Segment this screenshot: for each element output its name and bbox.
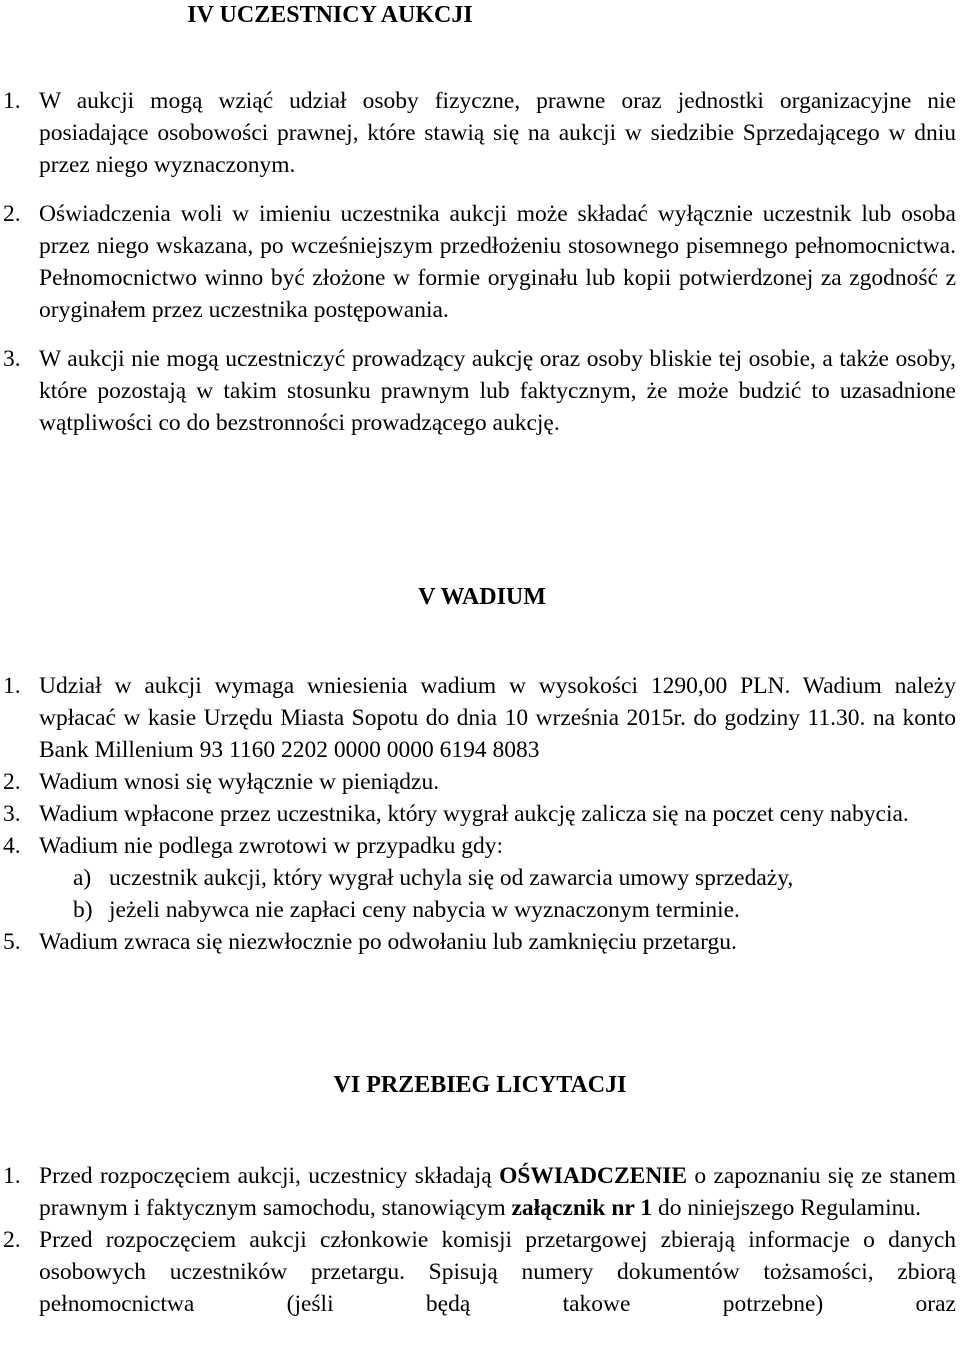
item-number: 2. bbox=[3, 201, 21, 227]
item-text-part: Przed rozpoczęciem aukcji, uczestnicy składają bbox=[39, 1163, 500, 1189]
item-text: W aukcji nie mogą uczestniczyć prowadzący aukcję oraz osoby bliskie tej osobie, a także osoby, które pozostają w takim stosunku prawnym lub faktycznym, że może budzić to uzasadnione wątpliwości co do bezstronności prowadzącego aukcję. bbox=[39, 346, 956, 436]
item-number: 1. bbox=[3, 673, 21, 699]
item-text-part: do niniejszego Regulaminu. bbox=[652, 1195, 921, 1221]
item-text: W aukcji mogą wziąć udział osoby fizyczne, prawne oraz jednostki organizacyjne nie posiadające osobowości prawnej, które stawią się na aukcji w siedzibie Sprzedającego w dniu przez niego wyznaczonym. bbox=[39, 88, 956, 178]
section-heading-auction-course: VI PRZEBIEG LICYTACJI bbox=[333, 1072, 627, 1098]
item-number: 1. bbox=[3, 88, 21, 114]
item-text: Przed rozpoczęciem aukcji członkowie komisji przetargowej zbierają informacje o danych osobowych uczestników przetargu. Spisują numery dokumentów tożsamości, zbiorą pełnomocnictwa (jeśli będą takowe potrzebne) oraz bbox=[39, 1227, 956, 1317]
item-text-part: o zapoznaniu się ze stanem prawnym i faktycznym samochodu, stanowiącym bbox=[39, 1163, 957, 1221]
item-number: 5. bbox=[3, 929, 21, 955]
item-number: 4. bbox=[3, 833, 21, 859]
list-item bbox=[0, 198, 960, 326]
item-text: Oświadczenia woli w imieniu uczestnika aukcji może składać wyłącznie uczestnik lub osoba przez niego wskazana, po wcześniejszym przedłożeniu stosownego pisemnego pełnomocnictwa. Pełnomocnictwo winno być złożone w formie oryginału lub kopii potwierdzonej za zgodność z oryginałem przez uczestnika postępowania. bbox=[39, 201, 956, 323]
auction-course-list bbox=[0, 1160, 960, 1320]
item-number: 2. bbox=[3, 769, 21, 795]
item-text: Wadium nie podlega zwrotowi w przypadku gdy: bbox=[39, 833, 504, 859]
sub-list-item bbox=[0, 894, 960, 926]
item-text: Wadium wpłacone przez uczestnika, który wygrał aukcję zalicza się na poczet ceny nabycia. bbox=[39, 801, 909, 827]
item-text: Wadium wnosi się wyłącznie w pieniądzu. bbox=[39, 769, 440, 795]
sub-item-text: uczestnik aukcji, który wygrał uchyla się od zawarcia umowy sprzedaży, bbox=[109, 865, 794, 891]
item-text bbox=[39, 1160, 956, 1224]
list-item bbox=[0, 926, 960, 958]
list-item bbox=[0, 766, 960, 798]
item-number: 3. bbox=[3, 801, 21, 827]
section-heading-participants: IV UCZESTNICY AUKCJI bbox=[187, 2, 473, 28]
list-item bbox=[0, 343, 960, 439]
sub-item-text: jeżeli nabywca nie zapłaci ceny nabycia w wyznaczonym terminie. bbox=[109, 897, 740, 923]
section-heading-deposit: V WADIUM bbox=[418, 584, 546, 610]
sub-item-letter: b) bbox=[73, 897, 93, 923]
item-number: 1. bbox=[3, 1163, 21, 1189]
item-text: Udział w aukcji wymaga wniesienia wadium w wysokości 1290,00 PLN. Wadium należy wpłacać w kasie Urzędu Miasta Sopotu do dnia 10 września 2015r. do godziny 11.30. na konto Bank Millenium 93 1160 2202 0000 0000 6194 8083 bbox=[39, 673, 956, 763]
list-item bbox=[0, 830, 960, 862]
deposit-list bbox=[0, 670, 960, 958]
list-item bbox=[0, 1160, 960, 1224]
list-item bbox=[0, 670, 960, 766]
list-item bbox=[0, 85, 960, 181]
attachment-reference: załącznik nr 1 bbox=[511, 1195, 653, 1221]
item-number: 2. bbox=[3, 1227, 21, 1253]
sub-item-letter: a) bbox=[73, 865, 92, 891]
participants-list bbox=[0, 85, 960, 439]
declaration-emphasis: OŚWIADCZENIE bbox=[499, 1163, 688, 1189]
sub-list-item bbox=[0, 862, 960, 894]
list-item bbox=[0, 798, 960, 830]
list-item bbox=[0, 1224, 960, 1320]
item-number: 3. bbox=[3, 346, 21, 372]
item-text: Wadium zwraca się niezwłocznie po odwołaniu lub zamknięciu przetargu. bbox=[39, 929, 737, 955]
